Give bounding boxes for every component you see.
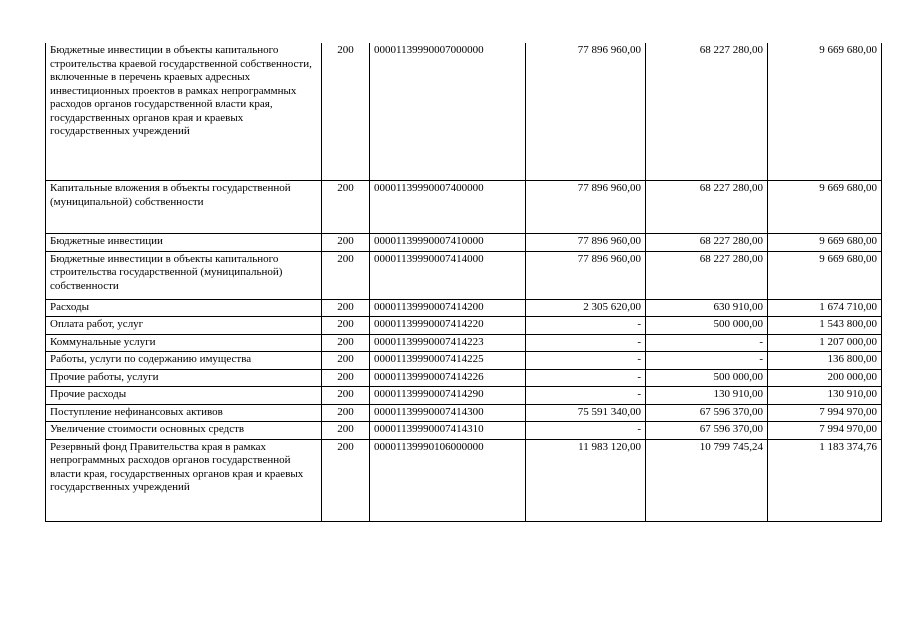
row-line-code: 200 — [322, 439, 370, 521]
row-budget-code: 00001139990007414220 — [370, 317, 526, 335]
row-line-code: 200 — [322, 234, 370, 252]
row-remaining-amount: 7 994 970,00 — [768, 422, 882, 440]
row-executed-amount: 68 227 280,00 — [646, 234, 768, 252]
row-name: Резервный фонд Правительства края в рамках непрограммных расходов органов государственной власти края, государственных органов края и краевых государственных учреждений — [46, 439, 322, 521]
row-name: Расходы — [46, 299, 322, 317]
row-budget-code: 00001139990007414000 — [370, 251, 526, 299]
table-row — [46, 334, 882, 352]
row-executed-amount: 68 227 280,00 — [646, 181, 768, 234]
row-name: Прочие расходы — [46, 387, 322, 405]
row-line-code: 200 — [322, 422, 370, 440]
row-remaining-amount: 9 669 680,00 — [768, 181, 882, 234]
table-row — [46, 439, 882, 521]
row-executed-amount: 130 910,00 — [646, 387, 768, 405]
row-remaining-amount: 9 669 680,00 — [768, 43, 882, 181]
table-row — [46, 251, 882, 299]
row-approved-amount: - — [526, 317, 646, 335]
row-approved-amount: 2 305 620,00 — [526, 299, 646, 317]
table-row — [46, 299, 882, 317]
row-budget-code: 00001139990007414225 — [370, 352, 526, 370]
row-budget-code: 00001139990007410000 — [370, 234, 526, 252]
row-executed-amount: - — [646, 352, 768, 370]
row-executed-amount: 630 910,00 — [646, 299, 768, 317]
row-executed-amount: 67 596 370,00 — [646, 422, 768, 440]
row-name: Работы, услуги по содержанию имущества — [46, 352, 322, 370]
row-budget-code: 00001139990007414290 — [370, 387, 526, 405]
row-approved-amount: 77 896 960,00 — [526, 181, 646, 234]
row-budget-code: 00001139990007414310 — [370, 422, 526, 440]
row-budget-code: 00001139990007414223 — [370, 334, 526, 352]
row-name: Увеличение стоимости основных средств — [46, 422, 322, 440]
row-remaining-amount: 1 207 000,00 — [768, 334, 882, 352]
row-name: Бюджетные инвестиции в объекты капитального строительства государственной (муниципальной) собственности — [46, 251, 322, 299]
row-line-code: 200 — [322, 43, 370, 181]
row-budget-code: 00001139990007414200 — [370, 299, 526, 317]
row-remaining-amount: 1 543 800,00 — [768, 317, 882, 335]
row-remaining-amount: 1 674 710,00 — [768, 299, 882, 317]
row-name: Оплата работ, услуг — [46, 317, 322, 335]
row-budget-code: 00001139990007000000 — [370, 43, 526, 181]
table-row — [46, 422, 882, 440]
row-line-code: 200 — [322, 404, 370, 422]
row-remaining-amount: 7 994 970,00 — [768, 404, 882, 422]
row-approved-amount: - — [526, 422, 646, 440]
table-row — [46, 387, 882, 405]
row-name: Прочие работы, услуги — [46, 369, 322, 387]
row-line-code: 200 — [322, 334, 370, 352]
row-remaining-amount: 9 669 680,00 — [768, 251, 882, 299]
row-remaining-amount: 9 669 680,00 — [768, 234, 882, 252]
budget-execution-table — [45, 43, 882, 522]
table-row — [46, 181, 882, 234]
row-line-code: 200 — [322, 369, 370, 387]
row-executed-amount: 67 596 370,00 — [646, 404, 768, 422]
row-budget-code: 00001139990007414300 — [370, 404, 526, 422]
row-name: Поступление нефинансовых активов — [46, 404, 322, 422]
table-row — [46, 404, 882, 422]
row-executed-amount: - — [646, 334, 768, 352]
row-approved-amount: 77 896 960,00 — [526, 43, 646, 181]
row-executed-amount: 68 227 280,00 — [646, 43, 768, 181]
row-line-code: 200 — [322, 317, 370, 335]
row-budget-code: 00001139990007400000 — [370, 181, 526, 234]
row-name: Коммунальные услуги — [46, 334, 322, 352]
row-approved-amount: - — [526, 352, 646, 370]
row-line-code: 200 — [322, 251, 370, 299]
row-budget-code: 00001139990007414226 — [370, 369, 526, 387]
row-executed-amount: 500 000,00 — [646, 369, 768, 387]
row-remaining-amount: 200 000,00 — [768, 369, 882, 387]
row-executed-amount: 68 227 280,00 — [646, 251, 768, 299]
row-approved-amount: 75 591 340,00 — [526, 404, 646, 422]
row-line-code: 200 — [322, 299, 370, 317]
row-remaining-amount: 130 910,00 — [768, 387, 882, 405]
row-line-code: 200 — [322, 181, 370, 234]
row-approved-amount: 77 896 960,00 — [526, 251, 646, 299]
row-approved-amount: - — [526, 334, 646, 352]
row-executed-amount: 10 799 745,24 — [646, 439, 768, 521]
row-name: Бюджетные инвестиции — [46, 234, 322, 252]
row-remaining-amount: 1 183 374,76 — [768, 439, 882, 521]
row-line-code: 200 — [322, 387, 370, 405]
table-row — [46, 317, 882, 335]
row-budget-code: 00001139990106000000 — [370, 439, 526, 521]
row-name: Бюджетные инвестиции в объекты капитального строительства краевой государственной собственности, включенные в перечень краевых адресных инвестиционных проектов в рамках непрограммных расходов органов государственной власти края, государственных органов края и краевых государственных учреждений — [46, 43, 322, 181]
table-row — [46, 43, 882, 181]
row-name: Капитальные вложения в объекты государственной (муниципальной) собственности — [46, 181, 322, 234]
row-approved-amount: 11 983 120,00 — [526, 439, 646, 521]
row-approved-amount: - — [526, 387, 646, 405]
row-approved-amount: 77 896 960,00 — [526, 234, 646, 252]
row-remaining-amount: 136 800,00 — [768, 352, 882, 370]
row-approved-amount: - — [526, 369, 646, 387]
table-row — [46, 352, 882, 370]
row-line-code: 200 — [322, 352, 370, 370]
table-row — [46, 369, 882, 387]
table-row — [46, 234, 882, 252]
row-executed-amount: 500 000,00 — [646, 317, 768, 335]
